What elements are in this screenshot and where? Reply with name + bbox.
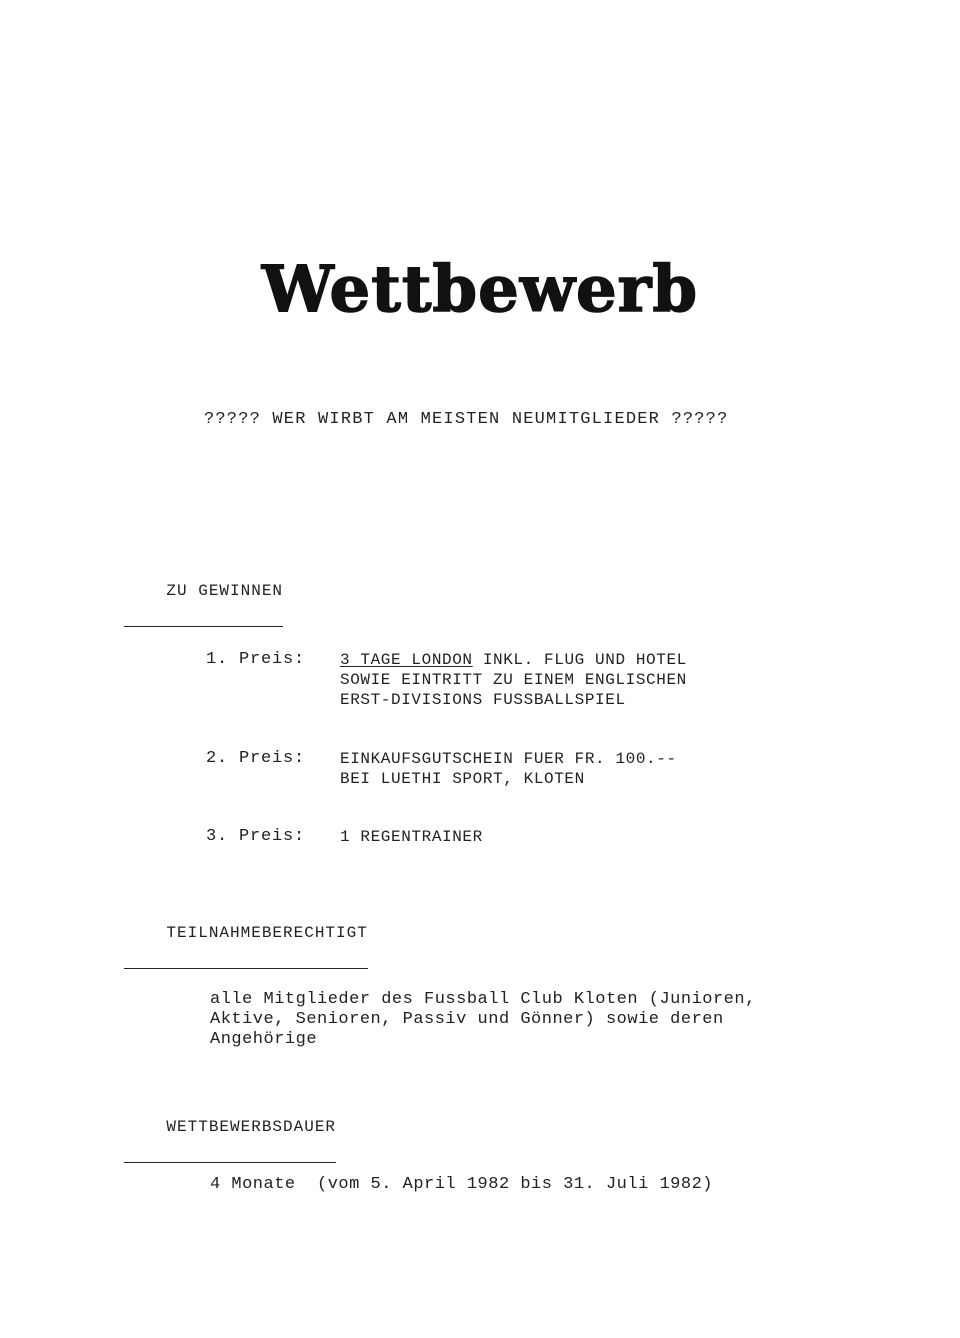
duration-text: 4 Monate (vom 5. April 1982 bis 31. Juli 1982) [210,1175,713,1194]
eligible-line1: alle Mitglieder des Fussball Club Kloten (Junioren, [210,990,756,1009]
section-heading-prizes [124,564,283,663]
prize-1-line3: ERST-DIVISIONS FUSSBALLSPIEL [340,691,626,709]
eligible-line3: Angehörige [210,1030,318,1049]
section-heading-duration-text: WETTBEWERBSDAUER [166,1118,337,1136]
prize-1-line1-rest: INKL. FLUG UND HOTEL [472,651,687,669]
section-heading-underline [124,968,368,969]
prize-3-text [340,827,483,847]
page-title: Wettbewerb [261,252,699,327]
prize-1-highlight: 3 TAGE LONDON [340,651,473,669]
prize-1-label: 1. Preis: [206,650,306,669]
section-heading-underline [124,1162,336,1163]
prize-3-line1: 1 REGENTRAINER [340,828,483,846]
section-heading-eligible-text: TEILNAHMEBERECHTIGT [166,924,368,942]
eligible-line2: Aktive, Senioren, Passiv und Gönner) sowie deren [210,1010,724,1029]
prize-1-line2: SOWIE EINTRITT ZU EINEM ENGLISCHEN [340,671,687,689]
prize-1-text [340,650,687,710]
prize-2-line2: BEI LUETHI SPORT, KLOTEN [340,770,585,788]
section-heading-prizes-text: ZU GEWINNEN [166,582,284,600]
prize-2-text [340,749,677,789]
prize-3-label: 3. Preis: [206,827,306,846]
subtitle: ????? WER WIRBT AM MEISTEN NEUMITGLIEDER ????? [204,410,729,429]
prize-2-line1: EINKAUFSGUTSCHEIN FUER FR. 100.-- [340,750,677,768]
section-heading-underline [124,626,283,627]
eligible-text [210,990,756,1050]
prize-2-label: 2. Preis: [206,749,306,768]
